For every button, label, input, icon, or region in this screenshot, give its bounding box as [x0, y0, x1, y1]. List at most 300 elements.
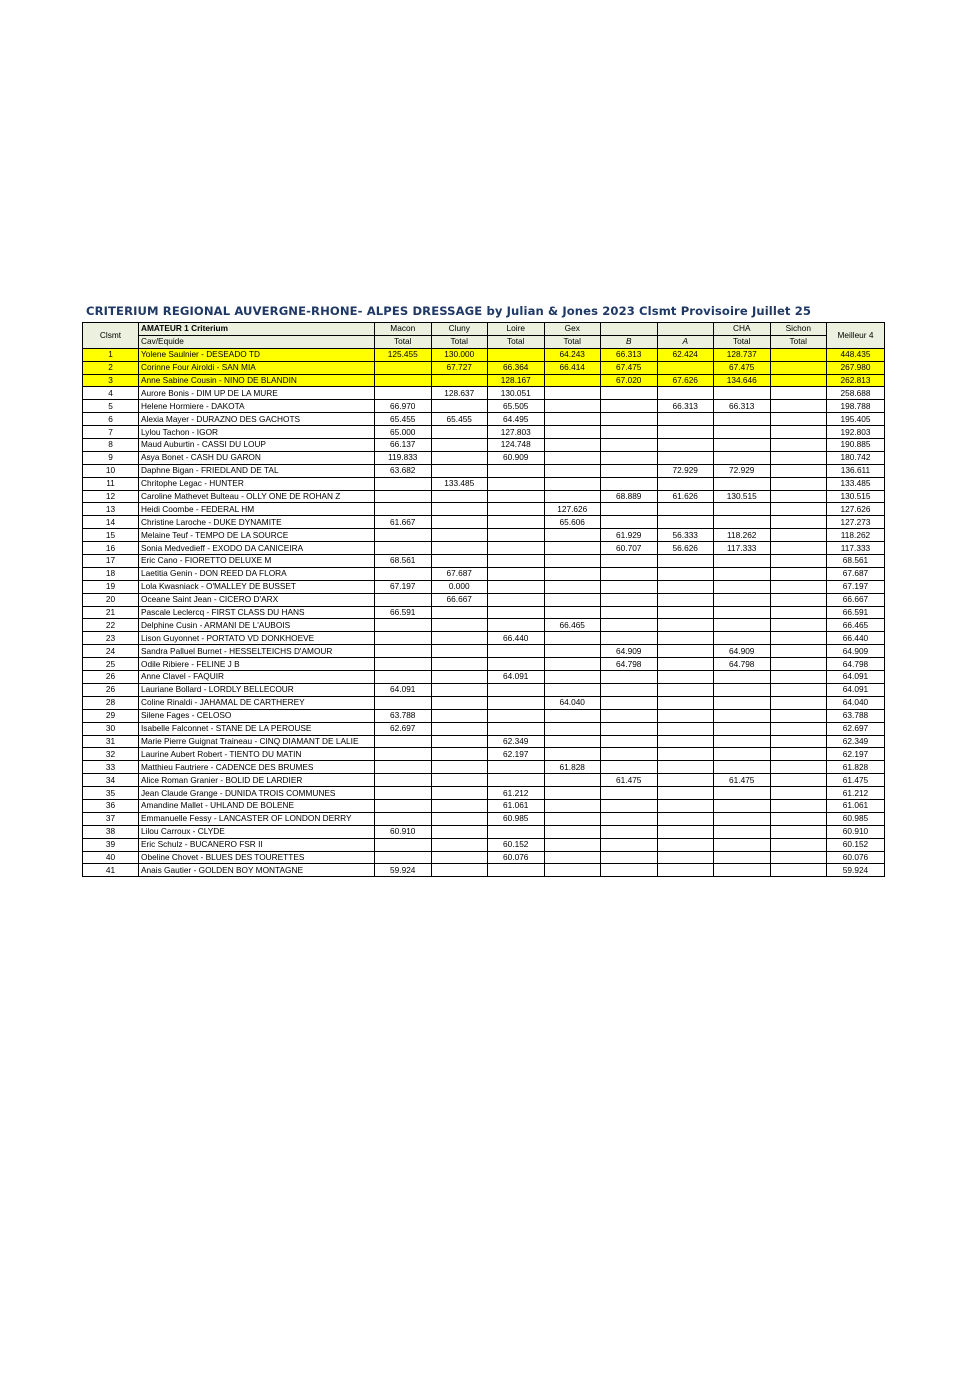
score-cell: 67.197: [375, 580, 432, 593]
header-col-sub: Total: [770, 335, 827, 348]
score-cell: [770, 593, 827, 606]
rider-horse-cell: Matthieu Fautriere - CADENCE DES BRUMES: [139, 761, 375, 774]
score-cell: [431, 864, 488, 877]
score-cell: [657, 632, 714, 645]
score-cell: [657, 671, 714, 684]
rider-horse-cell: Pascale Leclercq - FIRST CLASS DU HANS: [139, 606, 375, 619]
table-row: [83, 542, 885, 555]
score-cell: [544, 722, 601, 735]
score-cell: [601, 451, 658, 464]
rank-cell: 26: [83, 683, 139, 696]
score-cell: [714, 683, 771, 696]
score-cell: [375, 774, 432, 787]
score-cell: [431, 658, 488, 671]
score-cell: [770, 451, 827, 464]
score-cell: [770, 632, 827, 645]
score-cell: [431, 774, 488, 787]
score-cell: [431, 851, 488, 864]
score-cell: [770, 580, 827, 593]
score-cell: [544, 387, 601, 400]
score-cell: [431, 426, 488, 439]
score-cell: [431, 464, 488, 477]
score-cell: 62.197: [488, 748, 545, 761]
score-cell: [488, 683, 545, 696]
score-cell: [601, 722, 658, 735]
table-row: [83, 799, 885, 812]
score-cell: [657, 696, 714, 709]
score-cell: [657, 426, 714, 439]
rank-cell: 17: [83, 555, 139, 568]
rank-cell: 9: [83, 451, 139, 464]
table-row: [83, 348, 885, 361]
score-cell: [770, 787, 827, 800]
score-cell: [601, 851, 658, 864]
rider-horse-cell: Alexia Mayer - DURAZNO DES GACHOTS: [139, 413, 375, 426]
rank-cell: 8: [83, 439, 139, 452]
best-four-cell: 180.742: [827, 451, 885, 464]
score-cell: [601, 400, 658, 413]
score-cell: [375, 477, 432, 490]
rider-horse-cell: Emmanuelle Fessy - LANCASTER OF LONDON DERRY: [139, 812, 375, 825]
score-cell: 65.505: [488, 400, 545, 413]
table-row: [83, 722, 885, 735]
score-cell: 62.424: [657, 348, 714, 361]
score-cell: 63.788: [375, 709, 432, 722]
score-cell: [375, 529, 432, 542]
score-cell: [488, 593, 545, 606]
rider-horse-cell: Lilou Carroux - CLYDE: [139, 825, 375, 838]
score-cell: [488, 619, 545, 632]
score-cell: [431, 761, 488, 774]
rider-horse-cell: Heidi Coombe - FEDERAL HM: [139, 503, 375, 516]
score-cell: [601, 812, 658, 825]
best-four-cell: 60.910: [827, 825, 885, 838]
score-cell: [657, 787, 714, 800]
score-cell: [375, 787, 432, 800]
score-cell: [431, 696, 488, 709]
rider-horse-cell: Anne Clavel - FAQUIR: [139, 671, 375, 684]
score-cell: [544, 799, 601, 812]
score-cell: [375, 593, 432, 606]
rider-horse-cell: Isabelle Falconnet - STANE DE LA PEROUSE: [139, 722, 375, 735]
score-cell: [431, 503, 488, 516]
score-cell: [601, 555, 658, 568]
best-four-cell: 61.212: [827, 787, 885, 800]
rider-horse-cell: Maud Auburtin - CASSI DU LOUP: [139, 439, 375, 452]
rank-cell: 39: [83, 838, 139, 851]
score-cell: 62.697: [375, 722, 432, 735]
score-cell: [657, 451, 714, 464]
score-cell: 65.455: [375, 413, 432, 426]
score-cell: [714, 722, 771, 735]
score-cell: [714, 593, 771, 606]
score-cell: [657, 761, 714, 774]
score-cell: [488, 864, 545, 877]
best-four-cell: 64.909: [827, 645, 885, 658]
score-cell: [714, 851, 771, 864]
score-cell: [375, 696, 432, 709]
score-cell: [714, 812, 771, 825]
table-row: [83, 812, 885, 825]
score-cell: [770, 748, 827, 761]
table-row: [83, 645, 885, 658]
score-cell: [431, 451, 488, 464]
score-cell: [770, 464, 827, 477]
score-cell: [431, 671, 488, 684]
score-cell: [544, 864, 601, 877]
rider-horse-cell: Obeline Chovet - BLUES DES TOURETTES: [139, 851, 375, 864]
score-cell: [375, 735, 432, 748]
score-cell: 67.475: [714, 361, 771, 374]
score-cell: [601, 580, 658, 593]
score-cell: [544, 787, 601, 800]
best-four-cell: 68.561: [827, 555, 885, 568]
score-cell: [544, 812, 601, 825]
rank-cell: 25: [83, 658, 139, 671]
rider-horse-cell: Anne Sabine Cousin - NINO DE BLANDIN: [139, 374, 375, 387]
score-cell: [714, 696, 771, 709]
header-col-name: [657, 323, 714, 336]
rank-cell: 33: [83, 761, 139, 774]
score-cell: [375, 542, 432, 555]
rider-horse-cell: Laurine Aubert Robert - TIENTO DU MATIN: [139, 748, 375, 761]
score-cell: 64.040: [544, 696, 601, 709]
table-row: [83, 400, 885, 413]
score-cell: [770, 761, 827, 774]
table-row: [83, 735, 885, 748]
score-cell: [770, 774, 827, 787]
rider-horse-cell: Caroline Mathevet Bulteau - OLLY ONE DE ROHAN Z: [139, 490, 375, 503]
table-row: [83, 658, 885, 671]
rider-horse-cell: Christine Laroche - DUKE DYNAMITE: [139, 516, 375, 529]
score-cell: [657, 864, 714, 877]
best-four-cell: 64.040: [827, 696, 885, 709]
score-cell: [770, 503, 827, 516]
score-cell: [544, 529, 601, 542]
rank-cell: 37: [83, 812, 139, 825]
score-cell: [431, 606, 488, 619]
table-row: [83, 413, 885, 426]
score-cell: [431, 490, 488, 503]
rider-horse-cell: Lylou Tachon - IGOR: [139, 426, 375, 439]
best-four-cell: 67.687: [827, 567, 885, 580]
score-cell: [601, 606, 658, 619]
score-cell: [714, 555, 771, 568]
score-cell: [601, 516, 658, 529]
score-cell: [657, 439, 714, 452]
score-cell: [714, 451, 771, 464]
best-four-cell: 66.465: [827, 619, 885, 632]
best-four-cell: 198.788: [827, 400, 885, 413]
header-col-name: Macon: [375, 323, 432, 336]
score-cell: 66.591: [375, 606, 432, 619]
score-cell: [375, 503, 432, 516]
header-col-sub: Total: [488, 335, 545, 348]
score-cell: [714, 748, 771, 761]
score-cell: [770, 439, 827, 452]
score-cell: 124.748: [488, 439, 545, 452]
table-row: [83, 619, 885, 632]
score-cell: 64.909: [714, 645, 771, 658]
score-cell: [431, 400, 488, 413]
score-cell: 68.561: [375, 555, 432, 568]
rider-horse-cell: Yolene Saulnier - DESEADO TD: [139, 348, 375, 361]
rider-horse-cell: Alice Roman Granier - BOLID DE LARDIER: [139, 774, 375, 787]
score-cell: [714, 567, 771, 580]
score-cell: [488, 516, 545, 529]
score-cell: [657, 567, 714, 580]
score-cell: [657, 555, 714, 568]
rider-horse-cell: Marie Pierre Guignat Traineau - CINQ DIAMANT DE LALIE: [139, 735, 375, 748]
best-four-cell: 192.803: [827, 426, 885, 439]
rank-cell: 38: [83, 825, 139, 838]
header-row-1: [83, 323, 885, 336]
rank-cell: 31: [83, 735, 139, 748]
rank-cell: 11: [83, 477, 139, 490]
score-cell: 61.929: [601, 529, 658, 542]
best-four-cell: 267.980: [827, 361, 885, 374]
score-cell: [544, 413, 601, 426]
table-row: [83, 761, 885, 774]
score-cell: [544, 838, 601, 851]
best-four-cell: 62.697: [827, 722, 885, 735]
table-row: [83, 555, 885, 568]
score-cell: [770, 542, 827, 555]
rider-horse-cell: Silene Fages - CELOSO: [139, 709, 375, 722]
score-cell: [770, 348, 827, 361]
table-row: [83, 374, 885, 387]
score-cell: [431, 709, 488, 722]
score-cell: [770, 619, 827, 632]
score-cell: [431, 529, 488, 542]
score-cell: [770, 671, 827, 684]
table-row: [83, 787, 885, 800]
score-cell: [431, 555, 488, 568]
score-cell: [657, 735, 714, 748]
table-row: [83, 825, 885, 838]
score-cell: [770, 567, 827, 580]
best-four-cell: 117.333: [827, 542, 885, 555]
score-cell: [657, 619, 714, 632]
table-row: [83, 477, 885, 490]
rider-horse-cell: Oceane Saint Jean - CICERO D'ARX: [139, 593, 375, 606]
header-col-sub: Total: [431, 335, 488, 348]
best-four-cell: 64.798: [827, 658, 885, 671]
score-cell: 56.333: [657, 529, 714, 542]
score-cell: 0.000: [431, 580, 488, 593]
score-cell: [601, 787, 658, 800]
best-four-cell: 133.485: [827, 477, 885, 490]
score-cell: 119.833: [375, 451, 432, 464]
score-cell: [770, 400, 827, 413]
best-four-cell: 127.273: [827, 516, 885, 529]
rank-cell: 12: [83, 490, 139, 503]
score-cell: [714, 516, 771, 529]
table-row: [83, 709, 885, 722]
rider-horse-cell: Eric Schulz - BUCANERO FSR II: [139, 838, 375, 851]
rank-cell: 28: [83, 696, 139, 709]
rider-horse-cell: Asya Bonet - CASH DU GARON: [139, 451, 375, 464]
score-cell: [714, 580, 771, 593]
rider-horse-cell: Sandra Palluel Burnet - HESSELTEICHS D'AMOUR: [139, 645, 375, 658]
header-col-sub: Total: [544, 335, 601, 348]
rank-cell: 13: [83, 503, 139, 516]
score-cell: [601, 825, 658, 838]
best-four-cell: 62.197: [827, 748, 885, 761]
score-cell: 61.475: [714, 774, 771, 787]
score-cell: 61.667: [375, 516, 432, 529]
table-row: [83, 864, 885, 877]
score-cell: [770, 696, 827, 709]
score-cell: [488, 477, 545, 490]
rider-horse-cell: Aurore Bonis - DIM UP DE LA MURE: [139, 387, 375, 400]
score-cell: 66.364: [488, 361, 545, 374]
score-cell: 117.333: [714, 542, 771, 555]
score-cell: [544, 774, 601, 787]
score-cell: [601, 464, 658, 477]
score-cell: [657, 825, 714, 838]
rank-cell: 6: [83, 413, 139, 426]
score-cell: [375, 387, 432, 400]
score-cell: [601, 439, 658, 452]
score-cell: [601, 567, 658, 580]
score-cell: [544, 851, 601, 864]
table-row: [83, 683, 885, 696]
rank-cell: 20: [83, 593, 139, 606]
best-four-cell: 262.813: [827, 374, 885, 387]
rider-horse-cell: Lola Kwasniack - O'MALLEY DE BUSSET: [139, 580, 375, 593]
score-cell: 72.929: [657, 464, 714, 477]
best-four-cell: 258.688: [827, 387, 885, 400]
header-col-name: [601, 323, 658, 336]
table-row: [83, 580, 885, 593]
score-cell: [770, 864, 827, 877]
rank-cell: 34: [83, 774, 139, 787]
score-cell: 66.667: [431, 593, 488, 606]
score-cell: 64.798: [714, 658, 771, 671]
score-cell: [431, 825, 488, 838]
score-cell: [601, 426, 658, 439]
table-row: [83, 464, 885, 477]
score-cell: [544, 400, 601, 413]
score-cell: 125.455: [375, 348, 432, 361]
score-cell: 61.828: [544, 761, 601, 774]
score-cell: 64.091: [488, 671, 545, 684]
score-cell: [431, 374, 488, 387]
score-cell: [488, 464, 545, 477]
best-four-cell: 59.924: [827, 864, 885, 877]
score-cell: [601, 619, 658, 632]
score-cell: [431, 735, 488, 748]
score-cell: [488, 761, 545, 774]
rider-horse-cell: Helene Hormiere - DAKOTA: [139, 400, 375, 413]
rider-horse-cell: Corinne Four Airoldi - SAN MIA: [139, 361, 375, 374]
score-cell: [431, 722, 488, 735]
score-cell: [375, 361, 432, 374]
header-col-sub: Total: [714, 335, 771, 348]
score-cell: [657, 838, 714, 851]
score-cell: [431, 619, 488, 632]
score-cell: 128.637: [431, 387, 488, 400]
score-cell: [770, 799, 827, 812]
score-cell: [657, 387, 714, 400]
score-cell: [488, 490, 545, 503]
score-cell: [544, 464, 601, 477]
score-cell: [488, 348, 545, 361]
score-cell: [544, 555, 601, 568]
table-row: [83, 696, 885, 709]
rider-horse-cell: Lauriane Bollard - LORDLY BELLECOUR: [139, 683, 375, 696]
score-cell: [488, 529, 545, 542]
score-cell: [544, 735, 601, 748]
score-cell: 64.495: [488, 413, 545, 426]
rider-horse-cell: Chritophe Legac - HUNTER: [139, 477, 375, 490]
score-cell: [770, 374, 827, 387]
score-cell: 67.475: [601, 361, 658, 374]
score-cell: [375, 761, 432, 774]
score-cell: [375, 799, 432, 812]
score-cell: [544, 645, 601, 658]
table-row: [83, 632, 885, 645]
score-cell: [544, 451, 601, 464]
score-cell: 60.076: [488, 851, 545, 864]
score-cell: [770, 658, 827, 671]
score-cell: [601, 735, 658, 748]
score-cell: [601, 503, 658, 516]
score-cell: [770, 735, 827, 748]
rank-cell: 14: [83, 516, 139, 529]
score-cell: [714, 761, 771, 774]
ranking-table: [82, 322, 885, 877]
score-cell: 65.000: [375, 426, 432, 439]
score-cell: [375, 567, 432, 580]
score-cell: [601, 709, 658, 722]
score-cell: [544, 709, 601, 722]
score-cell: [488, 774, 545, 787]
rank-cell: 41: [83, 864, 139, 877]
table-row: [83, 361, 885, 374]
score-cell: 60.909: [488, 451, 545, 464]
score-cell: [601, 799, 658, 812]
score-cell: [770, 722, 827, 735]
score-cell: [714, 413, 771, 426]
rank-cell: 1: [83, 348, 139, 361]
rank-cell: 40: [83, 851, 139, 864]
score-cell: 67.687: [431, 567, 488, 580]
score-cell: [431, 748, 488, 761]
header-clsmt: Clsmt: [83, 323, 139, 349]
score-cell: [601, 838, 658, 851]
score-cell: [488, 542, 545, 555]
score-cell: 128.737: [714, 348, 771, 361]
table-row: [83, 451, 885, 464]
score-cell: [714, 825, 771, 838]
score-cell: [657, 709, 714, 722]
score-cell: [544, 439, 601, 452]
score-cell: [431, 683, 488, 696]
score-cell: [657, 503, 714, 516]
rank-cell: 19: [83, 580, 139, 593]
rider-horse-cell: Lison Guyonnet - PORTATO VD DONKHOEVE: [139, 632, 375, 645]
score-cell: 66.313: [601, 348, 658, 361]
table-row: [83, 426, 885, 439]
score-cell: [544, 671, 601, 684]
rank-cell: 36: [83, 799, 139, 812]
score-cell: [544, 825, 601, 838]
score-cell: [770, 361, 827, 374]
rank-cell: 15: [83, 529, 139, 542]
best-four-cell: 127.626: [827, 503, 885, 516]
